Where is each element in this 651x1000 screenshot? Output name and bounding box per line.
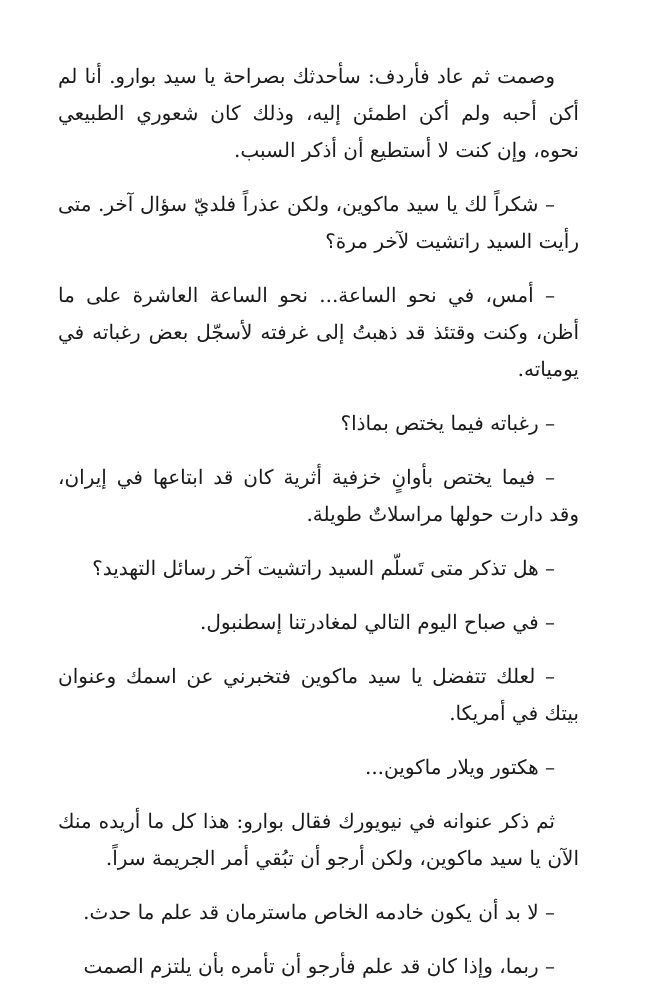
paragraph-11: – لا بد أن يكون خادمه الخاص ماسترمان قد علم ما حدث. <box>83 900 555 924</box>
paragraph-6: – هل تذكر متى تَسلّم السيد راتشيت آخر رسائل التهديد؟ <box>92 556 555 580</box>
paragraph-1: وصمت ثم عاد فأردف: سأحدثك بصراحة يا سيد بوارو. أنا لم أكن أحبه ولم أكن اطمئن إليه، وذلك كان شعوري الطبيعي نحوه، وإن كنت لا أستطيع أن أذكر السبب. <box>58 64 579 162</box>
paragraph-7: – في صباح اليوم التالي لمغادرتنا إسطنبول. <box>199 610 555 634</box>
paragraph-12: – ربما، وإذا كان قد علم فأرجو أن تأمره بأن يلتزم الصمت <box>83 954 555 978</box>
paragraph-4: – رغباته فيما يختص بماذا؟ <box>340 411 555 435</box>
paragraph-10: ثم ذكر عنوانه في نيويورك فقال بوارو: هذا كل ما أريده منك الآن يا سيد ماكوين، ولكن أرجو أن تبُقي أمر الجريمة سراً. <box>58 809 579 870</box>
paragraph-2: – شكراً لك يا سيد ماكوين، ولكن عذراً فلديّ سؤال آخر. متى رأيت السيد راتشيت لآخر مرة؟ <box>58 192 579 253</box>
paragraph-5: – فيما يختص بأوانٍ خزفية أثرية كان قد ابتاعها في إيران، وقد دارت حولها مراسلاتٌ طويلة. <box>58 465 579 526</box>
paragraph-3: – أمس، في نحو الساعة... نحو الساعة العاشرة على ما أظن، وكنت وقتئذ قد ذهبتُ إلى غرفته لأسجّل بعض رغباته في يومياته. <box>58 283 579 381</box>
paragraph-8: – لعلك تتفضل يا سيد ماكوين فتخبرني عن اسمك وعنوان بيتك في أمريكا. <box>58 664 579 725</box>
paragraph-9: – هكتور ويلار ماكوين... <box>364 755 555 779</box>
